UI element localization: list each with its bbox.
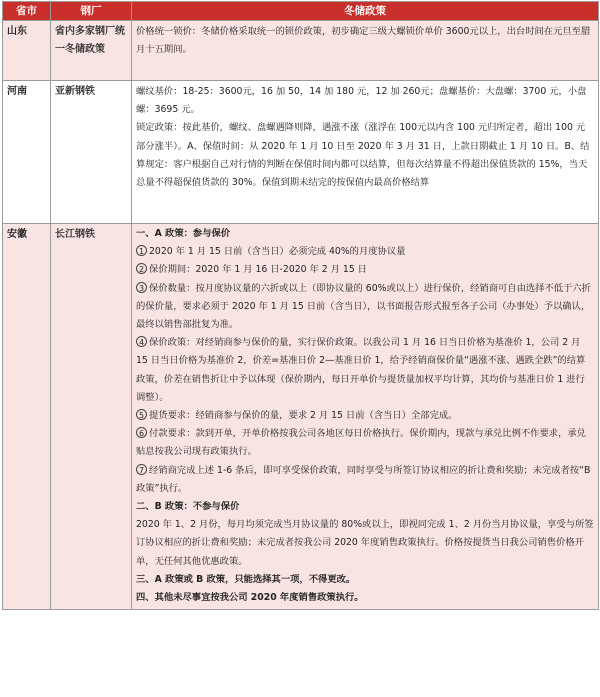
- policy-cell: [132, 21, 599, 81]
- section-title-b: 二、B 政策：不参与保价: [136, 501, 240, 513]
- policy-text: 螺纹基价：18-25：3600元，16 加 50，14 加 180 元，12 加 260元；盘螺基价：大盘螺：3700 元，小盘螺：3695 元。: [136, 86, 587, 116]
- policy-cell: [132, 81, 599, 224]
- a-policy-list: [136, 243, 594, 498]
- table-row: [3, 81, 599, 224]
- item-text: 保价政策：对经销商参与保价的量，实行保价政策。以我公司 1 月 16 日当日价格为基准价 1，公司 2 月 15 日当日价格为基准价 2，价差=基准日价 2—基准日价 1，给予经销商保价量“遇涨不涨、遇跌全跌”的结算政策，价差在销售折让中予以体现（保价期内，每日开单价与提货量加权平均计算，其均价与基准日价 1 进行调整）。: [136, 337, 586, 403]
- item-text: 提货要求：经销商参与保价的量，要求 2 月 15 日前（含当日）全部完成。: [149, 410, 458, 422]
- header-mill: 钢厂: [51, 2, 132, 21]
- item-number-badge: 4: [136, 336, 147, 347]
- header-province: 省市: [3, 2, 51, 21]
- a-policy-item: [136, 243, 594, 261]
- province-cell: 安徽: [3, 224, 51, 610]
- policy-text: 价格统一锁价：冬储价格采取统一的锁价政策，初步确定三级大螺锁价单价 3600元以上，出台时间在元旦至腊月十五期间。: [136, 26, 591, 56]
- item-number-badge: 7: [136, 464, 147, 475]
- item-text: 保价数量：按月度协议量的六折或以上（即协议量的 60%或以上）进行保价，经销商可自由选择不低于六折的保价量，要求必须于 2020 年 1 月 15 日前（含当日），以书面报告形式报至各子公司（办事处）予以确认，最终以销售部批复为准。: [136, 282, 591, 331]
- header-policy: 冬储政策: [132, 2, 599, 21]
- mill-cell: 省内多家钢厂统一冬储政策: [51, 21, 132, 81]
- a-policy-item: [136, 407, 594, 425]
- table-row: [3, 224, 599, 610]
- a-policy-item: [136, 425, 594, 461]
- a-policy-item: [136, 280, 594, 335]
- item-number-badge: 3: [136, 282, 147, 293]
- mill-cell: 长江钢铁: [51, 224, 132, 610]
- mill-cell: 亚新钢铁: [51, 81, 132, 224]
- item-text: 付款要求：款到开单，开单价格按我公司各地区每日价格执行。保价期内，现款与承兑比例不作要求，承兑贴息按我公司现有政策执行。: [136, 428, 586, 458]
- item-text: 2020 年 1 月 15 日前（含当日）必须完成 40%的月度协议量: [149, 246, 406, 258]
- item-number-badge: 5: [136, 409, 147, 420]
- header-row: [3, 2, 599, 21]
- item-text: 经销商完成上述 1-6 条后，即可享受保价政策，同时享受与所签订协议相应的折让费和奖励；未完成者按“B 政策”执行。: [136, 464, 591, 494]
- a-policy-item: [136, 334, 594, 407]
- section-text-b: 2020 年 1、2 月份，每月均须完成当月协议量的 80%或以上，即视同完成 1、2 月份当月协议量，享受与所签订协议相应的折让费和奖励；未完成者按我公司 2020 年度销售政策执行。价格按提货当日我公司销售价格开单，无任何其他优惠政策。: [136, 519, 594, 567]
- item-number-badge: 6: [136, 427, 147, 438]
- a-policy-item: [136, 261, 594, 279]
- a-policy-item: [136, 462, 594, 498]
- section-title-a: 一、A 政策：参与保价: [136, 228, 231, 239]
- policy-cell: [132, 224, 599, 610]
- province-cell: 山东: [3, 21, 51, 81]
- item-text: 保价期间：2020 年 1 月 16 日-2020 年 2 月 15 日: [149, 264, 367, 276]
- province-cell: 河南: [3, 81, 51, 224]
- section-title-d: 四、其他未尽事宜按我公司 2020 年度销售政策执行。: [136, 592, 364, 604]
- policy-text: 锁定政策：按此基价，螺纹、盘螺遇降则降，遇涨不涨（涨浮在 100元以内含 100 元归所定者，超出 100 元部分涨半）。A、保值时间：从 2020 年 1 月 10 日至 2020 年 3 月 31 日，上款日期截止 1 月 10 日。B、结算规定：客户根据自己对行情的判断在保值时间内都可以结算，但每次结算量不得超出保值货款的 15%，当天总量不得超保值货款的 30%。保值到期未结完的按保值内最高价格结算: [136, 122, 590, 189]
- table-row: [3, 21, 599, 81]
- section-title-c: 三、A 政策或 B 政策，只能选择其一项，不得更改。: [136, 573, 356, 585]
- item-number-badge: 2: [136, 263, 147, 274]
- policy-table: [2, 1, 599, 610]
- item-number-badge: 1: [136, 245, 147, 256]
